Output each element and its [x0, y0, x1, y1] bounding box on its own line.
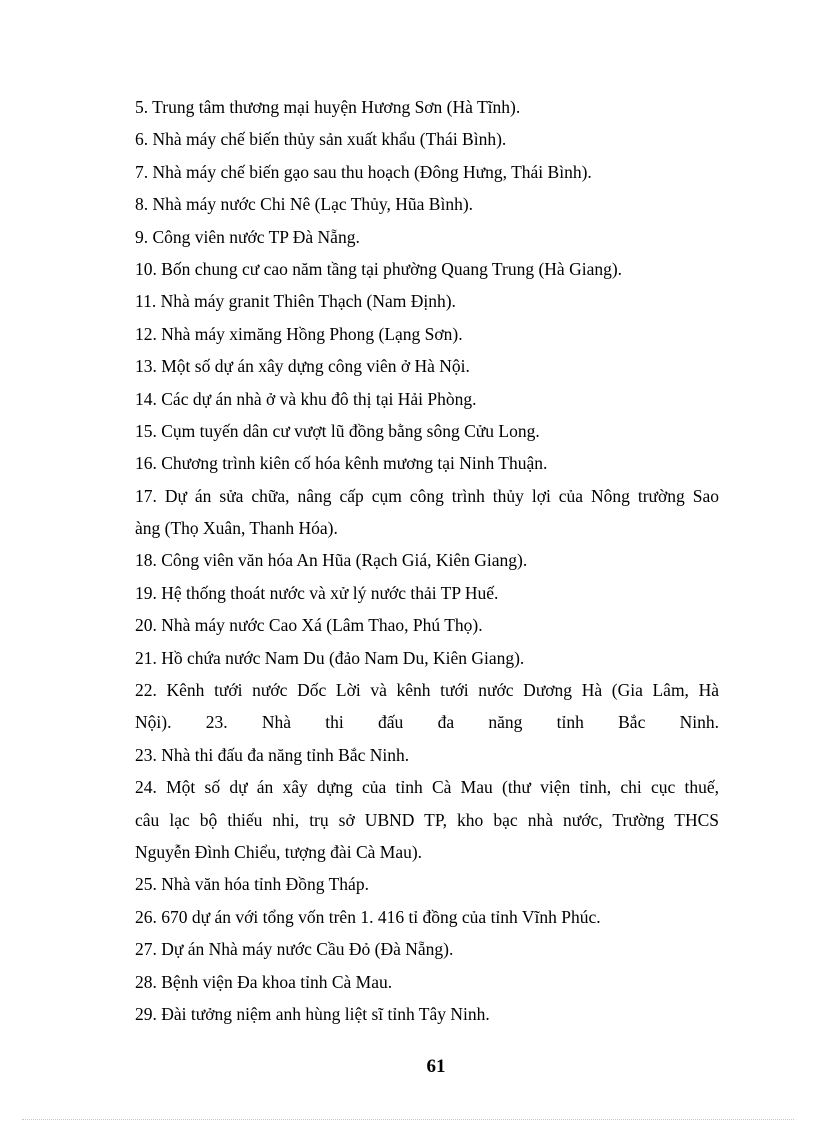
text-line: 10. Bốn chung cư cao năm tầng tại phường Quang Trung (Hà Giang).: [135, 258, 623, 279]
text-line: 9. Công viên nước TP Đà Nẵng.: [135, 226, 360, 247]
text-line: 21. Hồ chứa nước Nam Du (đảo Nam Du, Kiên Giang).: [135, 647, 525, 668]
text-line: 11. Nhà máy granit Thiên Thạch (Nam Định).: [135, 291, 456, 312]
text-line: 17. Dự án sửa chữa, nâng cấp cụm công trình thủy lợi của Nông trường Sao: [135, 485, 719, 506]
text-line: 20. Nhà máy nước Cao Xá (Lâm Thao, Phú Thọ).: [135, 615, 483, 636]
text-line: Nguyễn Đình Chiểu, tượng đài Cà Mau).: [135, 841, 423, 862]
page-bottom-divider: [22, 1119, 794, 1120]
text-line: Nội). 23. Nhà thi đấu đa năng tỉnh Bắc Ninh.: [135, 712, 719, 733]
text-line: 26. 670 dự án với tổng vốn trên 1. 416 tỉ đồng của tỉnh Vĩnh Phúc.: [135, 906, 601, 927]
text-line: 19. Hệ thống thoát nước và xử lý nước thải TP Huế.: [135, 582, 499, 603]
text-line: 22. Kênh tưới nước Dốc Lời và kênh tưới nước Dương Hà (Gia Lâm, Hà: [135, 680, 719, 701]
text-line: àng (Thọ Xuân, Thanh Hóa).: [135, 518, 338, 539]
page-number: 61: [426, 1056, 446, 1077]
text-line: 16. Chương trình kiên cố hóa kênh mương tại Ninh Thuận.: [135, 453, 548, 474]
text-line: 18. Công viên văn hóa An Hũa (Rạch Giá, Kiên Giang).: [135, 550, 528, 571]
text-line: 15. Cụm tuyến dân cư vượt lũ đồng bằng sông Cửu Long.: [135, 420, 540, 441]
text-line: 7. Nhà máy chế biến gạo sau thu hoạch (Đông Hưng, Thái Bình).: [135, 161, 592, 182]
text-line: 8. Nhà máy nước Chi Nê (Lạc Thủy, Hũa Bình).: [135, 194, 474, 215]
text-line: 24. Một số dự án xây dựng của tỉnh Cà Mau (thư viện tỉnh, chi cục thuế,: [135, 777, 719, 798]
document-body: [135, 91, 719, 1030]
text-line: 14. Các dự án nhà ở và khu đô thị tại Hải Phòng.: [135, 388, 477, 409]
text-line: 5. Trung tâm thương mại huyện Hương Sơn (Hà Tĩnh).: [135, 97, 521, 117]
text-line: 6. Nhà máy chế biến thủy sản xuất khẩu (Thái Bình).: [135, 129, 507, 150]
text-line: 29. Đài tưởng niệm anh hùng liệt sĩ tỉnh Tây Ninh.: [135, 1003, 490, 1024]
text-line: 27. Dự án Nhà máy nước Cầu Đỏ (Đà Nẵng).: [135, 939, 454, 960]
text-line: 12. Nhà máy ximăng Hồng Phong (Lạng Sơn).: [135, 323, 463, 344]
text-line: câu lạc bộ thiếu nhi, trụ sở UBND TP, kho bạc nhà nước, Trường THCS: [135, 809, 719, 830]
text-line: 28. Bệnh viện Đa khoa tỉnh Cà Mau.: [135, 971, 393, 992]
text-line: 25. Nhà văn hóa tỉnh Đồng Tháp.: [135, 874, 369, 895]
text-line: 23. Nhà thi đấu đa năng tỉnh Bắc Ninh.: [135, 744, 410, 765]
text-line: 13. Một số dự án xây dựng công viên ở Hà Nội.: [135, 356, 470, 377]
